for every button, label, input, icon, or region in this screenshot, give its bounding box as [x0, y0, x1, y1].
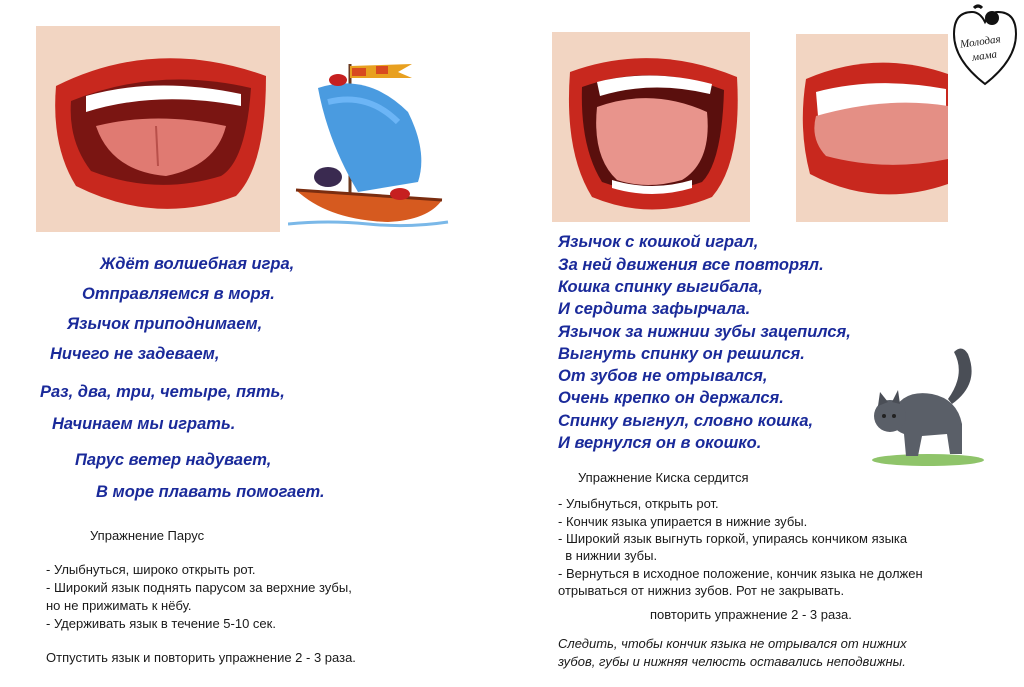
note-line: зубов, губы и нижняя челюсть оставались неподвижны. [558, 654, 906, 669]
step-line: - Кончик языка упирается в нижние зубы. [558, 514, 808, 529]
step-line: - Улыбнуться, открыть рот. [558, 496, 719, 511]
poem-line: Язычок за нижнии зубы зацепился, [558, 323, 851, 341]
poem-line: Выгнуть спинку он решился. [558, 345, 805, 363]
step-line: - Улыбнуться, широко открыть рот. [46, 562, 256, 577]
poem-line: Очень крепко он держался. [558, 389, 784, 407]
logo-text-line1: Молодая [959, 33, 1002, 51]
exercise-repeat-cat: повторить упражнение 2 - 3 раза. [650, 607, 852, 622]
exercise-title-sail: Упражнение Парус [90, 528, 205, 543]
step-line: - Широкий язык выгнуть горкой, упираясь кончиком языка [558, 531, 908, 546]
poem-line: Отправляемся в моря. [82, 285, 275, 303]
brand-logo [948, 2, 1022, 88]
exercise-final-sail: Отпустить язык и повторить упражнение 2 - 3 раза. [46, 650, 356, 665]
step-line: но не прижимать к нёбу. [46, 598, 192, 613]
poem-line: Начинаем мы играть. [52, 415, 236, 433]
note-line: Следить, чтобы кончик языка не отрывался от нижних [558, 636, 907, 651]
poem-line: Раз, два, три, четыре, пять, [40, 383, 285, 401]
exercise-title-cat: Упражнение Киска сердится [578, 470, 749, 485]
poem-line: Ничего не задеваем, [50, 345, 220, 363]
poem-line: Парус ветер надувает, [75, 451, 272, 469]
poem-line: Ждёт волшебная игра, [100, 255, 295, 273]
poem-line: Кошка спинку выгибала, [558, 278, 763, 296]
poem-line: В море плавать помогает. [96, 483, 325, 501]
poem-line: Язычок приподнимаем, [67, 315, 263, 333]
step-line: в нижнии зубы. [558, 548, 658, 563]
sailboat-illustration [288, 52, 452, 232]
logo-text-line2: мама [971, 48, 998, 64]
step-line: отрываться от нижниз зубов. Рот не закрывать. [558, 583, 845, 598]
poem-line: И вернулся он в окошко. [558, 434, 762, 452]
poem-line: За ней движения все повторял. [558, 256, 824, 274]
step-line: - Вернуться в исходное положение, кончик языка не должен [558, 566, 923, 581]
cat-illustration [862, 344, 986, 468]
poem-line: Спинку выгнул, словно кошка, [558, 412, 814, 430]
step-line: - Удерживать язык в течение 5-10 сек. [46, 616, 276, 631]
mouth-photo-sail [36, 26, 280, 232]
mouth-photo-cat-1 [552, 32, 750, 222]
step-line: - Широкий язык поднять парусом за верхние зубы, [46, 580, 352, 595]
mouth-photo-cat-2 [796, 34, 948, 222]
poem-line: От зубов не отрывался, [558, 367, 768, 385]
poem-line: Язычок с кошкой играл, [558, 233, 759, 251]
poem-line: И сердита зафырчала. [558, 300, 751, 318]
